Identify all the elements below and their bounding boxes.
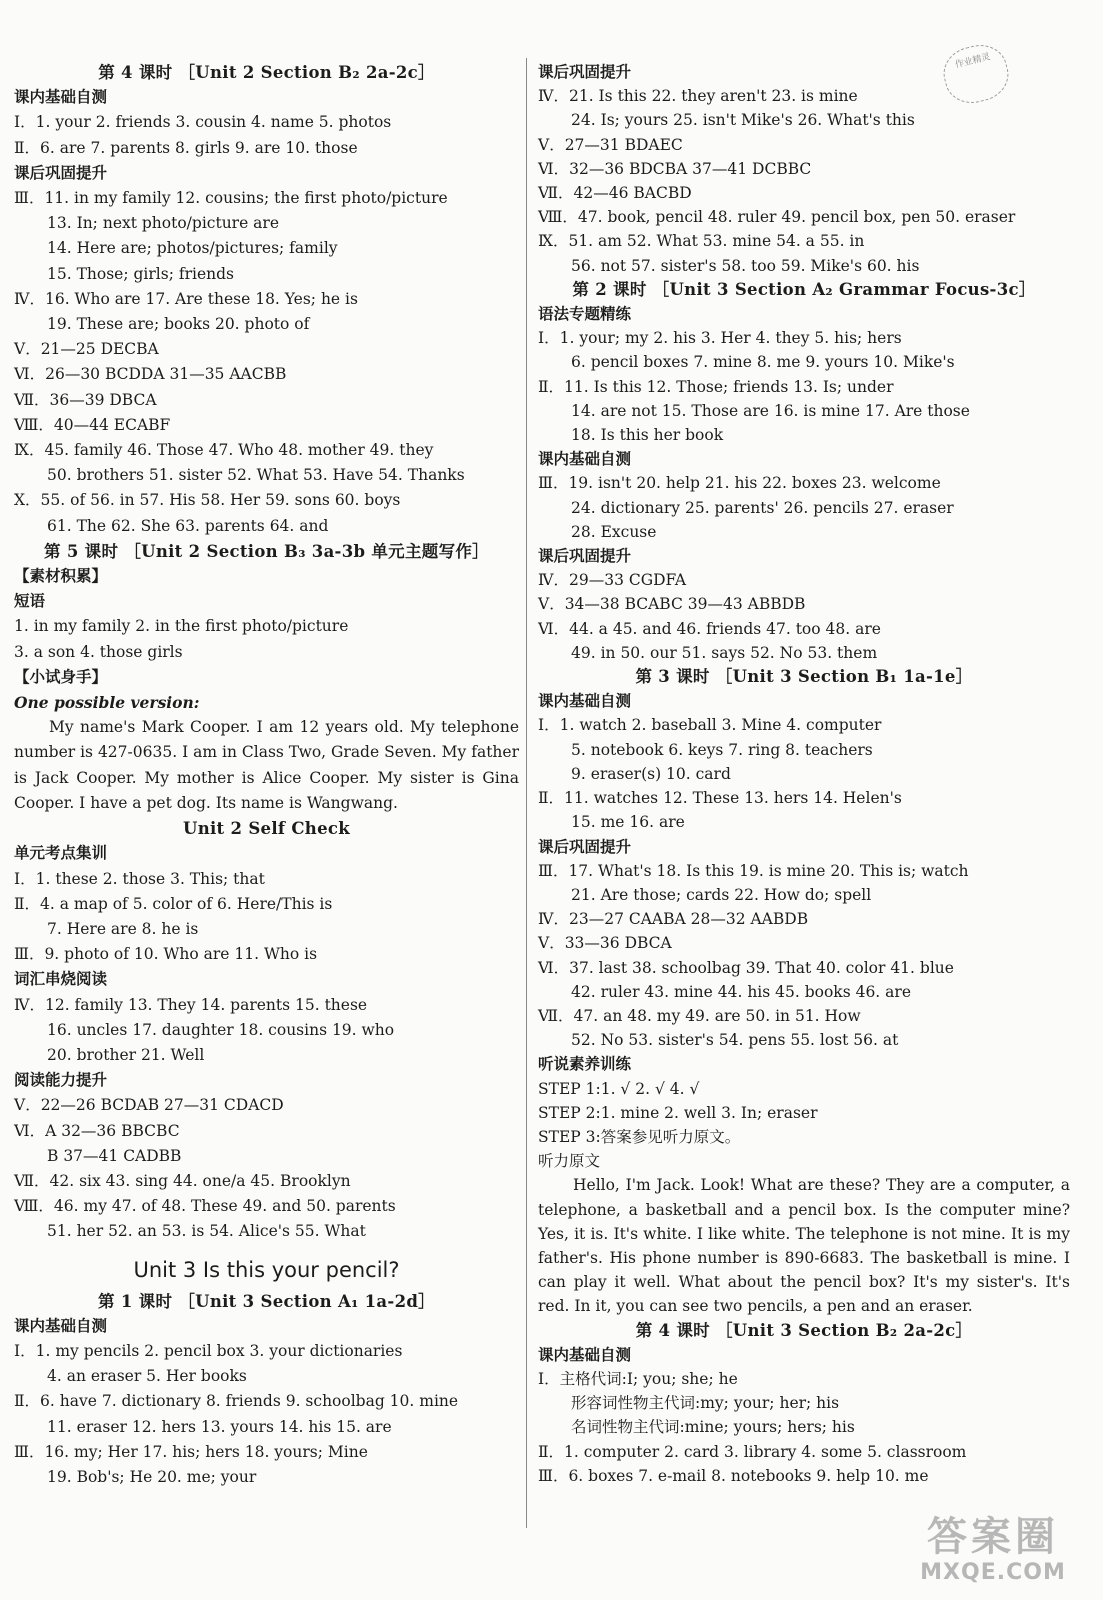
answer-line: Ⅸ．51. am 52. What 53. mine 54. a 55. in (538, 232, 865, 251)
answer-line: Ⅵ．32—36 BDCBA 37—41 DCBBC (538, 159, 812, 178)
answer-line: Ⅰ．1. your; my 2. his 3. Her 4. they 5. his; hers (538, 329, 902, 348)
section-heading: 课后巩固提升 (538, 63, 632, 81)
answer-line-continued: 4. an eraser 5. Her books (47, 1367, 247, 1386)
answer-line-continued: 9. eraser(s) 10. card (571, 764, 731, 783)
section-heading: 【素材积累】 (14, 567, 108, 586)
answer-line: Ⅰ．1. your 2. friends 3. cousin 4. name 5. photos (14, 113, 392, 132)
answer-line-continued: 16. uncles 17. daughter 18. cousins 19. who (47, 1020, 395, 1039)
answer-line: Ⅳ．21. Is this 22. they aren't 23. is mine (538, 87, 858, 106)
answer-line: Ⅷ．40—44 ECABF (14, 415, 171, 434)
answer-line-continued: 11. eraser 12. hers 13. yours 14. his 15. are (47, 1417, 392, 1436)
answer-line: Ⅰ．1. watch 2. baseball 3. Mine 4. computer (538, 716, 882, 735)
answer-line-continued: 名词性物主代词:mine; yours; hers; his (571, 1418, 855, 1437)
answer-line-continued: 20. brother 21. Well (47, 1045, 205, 1064)
answer-line-continued: 19. These are; books 20. photo of (47, 315, 310, 334)
answer-line-continued: 18. Is this her book (571, 426, 724, 445)
section-heading: 阅读能力提升 (14, 1071, 108, 1090)
answer-line: Ⅷ．47. book, pencil 48. ruler 49. pencil box, pen 50. eraser (538, 208, 1016, 227)
lesson-heading: 第 4 课时 ［Unit 3 Section B₂ 2a-2c］ (635, 1320, 973, 1340)
answer-line-continued: 56. not 57. sister's 58. too 59. Mike's 60. his (571, 256, 920, 275)
answer-line: Ⅶ．42. six 43. sing 44. one/a 45. Brooklyn (14, 1171, 351, 1190)
answer-line: Ⅳ．23—27 CAABA 28—32 AABDB (538, 910, 809, 929)
section-heading: 课内基础自测 (538, 692, 632, 711)
answer-line-continued: 52. No 53. sister's 54. pens 55. lost 56. at (571, 1031, 899, 1050)
answer-line-continued: 15. Those; girls; friends (47, 264, 234, 283)
answer-line: Ⅲ．6. boxes 7. e-mail 8. notebooks 9. help 10. me (538, 1466, 929, 1485)
answer-line-continued: 7. Here are 8. he is (47, 919, 199, 938)
answer-line: Ⅳ．29—33 CGDFA (538, 571, 687, 590)
answer-line: Ⅱ．11. Is this 12. Those; friends 13. Is; under (538, 377, 894, 396)
answer-line: Ⅵ．A 32—36 BBCBC (14, 1121, 180, 1140)
answer-line-continued: 5. notebook 6. keys 7. ring 8. teachers (571, 740, 873, 759)
answer-line: 3. a son 4. those girls (14, 642, 183, 661)
answer-line: 1. in my family 2. in the first photo/picture (14, 617, 349, 636)
answer-line-continued: 6. pencil boxes 7. mine 8. me 9. yours 10. Mike's (571, 353, 955, 372)
section-heading: 语法专题精练 (538, 305, 632, 324)
answer-line: Ⅴ．27—31 BDAEC (538, 135, 683, 154)
section-heading: 课后巩固提升 (14, 163, 108, 182)
section-heading: 课内基础自测 (538, 1345, 632, 1364)
paragraph: Hello, I'm Jack. Look! What are these? They are a computer, a telephone, a basketball and a pencil box. Is the computer mine? Yes, it is. It's white. I like white. The telephone is not mine. It is my father's. His phone number is 890-6683. The basketball is mine. I can play it well. What about the pencil box? It's my sister's. It's red. In it, you can see two pencils, a pen and an eraser. (538, 1176, 1070, 1316)
answer-line: Ⅱ．6. are 7. parents 8. girls 9. are 10. those (14, 138, 358, 157)
answer-line: Ⅰ．1. my pencils 2. pencil box 3. your dictionaries (14, 1341, 403, 1360)
answer-line-continued: 形容词性物主代词:my; your; her; his (571, 1394, 840, 1413)
answer-line: Ⅹ．55. of 56. in 57. His 58. Her 59. sons 60. boys (14, 491, 401, 510)
answer-line: Ⅳ．12. family 13. They 14. parents 15. these (14, 995, 368, 1014)
answer-line-continued: 61. The 62. She 63. parents 64. and (47, 516, 329, 535)
lesson-heading: 第 1 课时 ［Unit 3 Section A₁ 1a-2d］ (98, 1291, 435, 1311)
lesson-heading: 第 4 课时 ［Unit 2 Section B₂ 2a-2c］ (98, 63, 435, 82)
answer-line: Ⅴ．22—26 BCDAB 27—31 CDACD (14, 1096, 284, 1115)
left-column (14, 60, 519, 1490)
lesson-heading: Unit 2 Self Check (183, 819, 350, 839)
section-heading: 课后巩固提升 (538, 547, 632, 566)
answer-line: STEP 1:1. √ 2. √ 4. √ (538, 1079, 700, 1098)
answer-line: Ⅲ．9. photo of 10. Who are 11. Who is (14, 945, 318, 964)
section-heading: 短语 (14, 592, 46, 611)
answer-line-continued: 15. me 16. are (571, 813, 685, 832)
section-heading: 词汇串烧阅读 (14, 970, 108, 989)
answer-line-continued: 51. her 52. an 53. is 54. Alice's 55. What (47, 1222, 366, 1241)
answer-line-continued: B 37—41 CADBB (47, 1146, 182, 1165)
answer-line-continued: 14. are not 15. Those are 16. is mine 17. Are those (571, 401, 970, 420)
column-divider (526, 58, 527, 1528)
answer-line: Ⅶ．47. an 48. my 49. are 50. in 51. How (538, 1006, 861, 1025)
section-heading: 听说素养训练 (538, 1055, 632, 1074)
answer-line: Ⅴ．21—25 DECBA (14, 340, 159, 359)
answer-line: Ⅰ．1. these 2. those 3. This; that (14, 869, 265, 888)
unit-title: Unit 3 Is this your pencil? (133, 1257, 400, 1282)
answer-line: Ⅱ．1. computer 2. card 3. library 4. some 5. classroom (538, 1442, 967, 1461)
watermark (893, 1514, 1093, 1594)
right-column (538, 60, 1070, 1488)
answer-line: Ⅶ．42—46 BACBD (538, 184, 692, 203)
answer-line: Ⅴ．34—38 BCABC 39—43 ABBDB (538, 595, 806, 614)
lesson-heading: 第 2 课时 ［Unit 3 Section A₂ Grammar Focus-3c］ (572, 279, 1036, 299)
watermark-top: 答案圈 (927, 1514, 1059, 1560)
answer-line: Ⅱ．4. a map of 5. color of 6. Here/This is (14, 894, 333, 913)
section-heading: 课内基础自测 (14, 88, 108, 107)
answer-line: Ⅲ．11. in my family 12. cousins; the first photo/picture (14, 189, 448, 208)
answer-line-continued: 21. Are those; cards 22. How do; spell (571, 885, 872, 904)
answer-line: Ⅸ．45. family 46. Those 47. Who 48. mother 49. they (14, 441, 434, 460)
answer-line-continued: 14. Here are; photos/pictures; family (47, 239, 338, 258)
answer-line-continued: 24. Is; yours 25. isn't Mike's 26. What's this (571, 111, 915, 130)
answer-line-continued: 24. dictionary 25. parents' 26. pencils 27. eraser (571, 498, 954, 517)
answer-line: Ⅵ．26—30 BCDDA 31—35 AACBB (14, 365, 287, 384)
lesson-heading: 第 3 课时 ［Unit 3 Section B₁ 1a-1e］ (635, 667, 973, 687)
answer-line: Ⅶ．36—39 DBCA (14, 390, 157, 409)
answer-line: Ⅱ．6. have 7. dictionary 8. friends 9. schoolbag 10. mine (14, 1392, 459, 1411)
section-heading: 【小试身手】 (14, 667, 108, 686)
lesson-heading: 第 5 课时 ［Unit 2 Section B₃ 3a-3b 单元主题写作］ (44, 541, 489, 561)
answer-line-continued: 28. Excuse (571, 522, 657, 541)
answer-line: Ⅳ．16. Who are 17. Are these 18. Yes; he is (14, 289, 358, 308)
answer-line: Ⅷ．46. my 47. of 48. These 49. and 50. parents (14, 1197, 396, 1216)
answer-line: Ⅲ．19. isn't 20. help 21. his 22. boxes 23. welcome (538, 474, 941, 493)
answer-line-continued: 13. In; next photo/picture are (47, 214, 280, 233)
watermark-bottom: MXQE.COM (920, 1560, 1066, 1585)
answer-line: 听力原文 (538, 1152, 601, 1171)
answer-line: Ⅲ．16. my; Her 17. his; hers 18. yours; Mine (14, 1442, 368, 1461)
answer-line-continued: 50. brothers 51. sister 52. What 53. Have 54. Thanks (47, 466, 465, 485)
answer-line: Ⅱ．11. watches 12. These 13. hers 14. Helen's (538, 789, 902, 808)
answer-line-continued: 42. ruler 43. mine 44. his 45. books 46. are (571, 982, 911, 1001)
stamp-text: 作业精灵 (954, 52, 992, 71)
answer-line-continued: 49. in 50. our 51. says 52. No 53. them (571, 643, 878, 662)
answer-line: Ⅵ．44. a 45. and 46. friends 47. too 48. are (538, 619, 881, 638)
section-heading: 课内基础自测 (14, 1316, 108, 1335)
answer-line: STEP 3:答案参见听力原文。 (538, 1127, 741, 1146)
section-heading: 课后巩固提升 (538, 837, 632, 856)
answer-line: Ⅲ．17. What's 18. Is this 19. is mine 20. This is; watch (538, 861, 969, 880)
answer-line: Ⅵ．37. last 38. schoolbag 39. That 40. color 41. blue (538, 958, 954, 977)
answer-line: STEP 2:1. mine 2. well 3. In; eraser (538, 1103, 818, 1122)
paragraph: My name's Mark Cooper. I am 12 years old. My telephone number is 427-0635. I am in Class Two, Grade Seven. My father is Jack Cooper. My mother is Alice Cooper. My sister is Gina Cooper. I have a pet dog. Its name is Wangwang. (14, 718, 519, 812)
section-heading: 课内基础自测 (538, 450, 632, 469)
section-heading: 单元考点集训 (14, 844, 108, 863)
answer-line: Ⅴ．33—36 DBCA (538, 934, 672, 953)
version-label: One possible version: (14, 693, 200, 713)
answer-line: Ⅰ．主格代词:I; you; she; he (538, 1369, 738, 1388)
answer-line-continued: 19. Bob's; He 20. me; your (47, 1467, 257, 1486)
